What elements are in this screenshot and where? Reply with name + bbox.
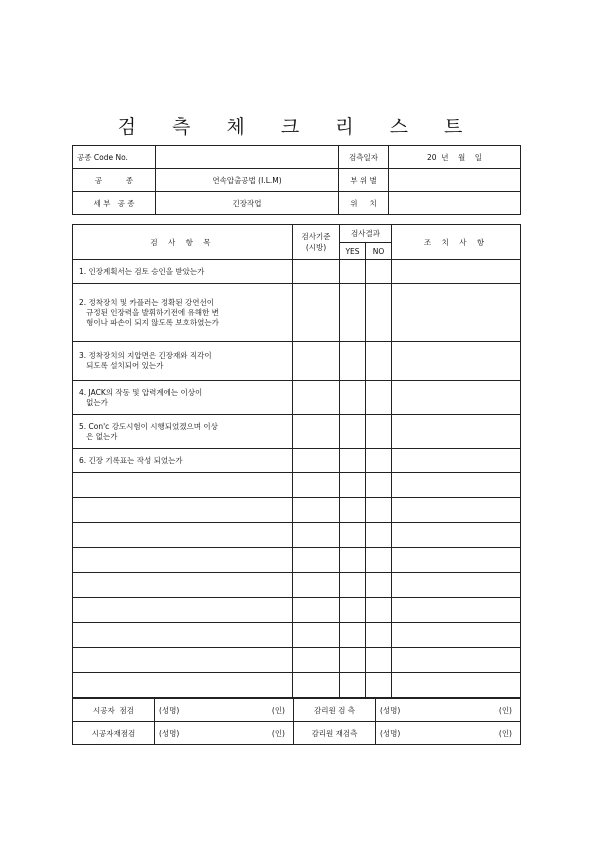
item-text: 4. JACK의 작동 및 압력계에는 이상이 없는가 bbox=[73, 381, 293, 415]
action-cell[interactable] bbox=[392, 260, 521, 284]
criteria-cell[interactable] bbox=[293, 623, 340, 648]
criteria-cell[interactable] bbox=[293, 260, 340, 284]
sign-left-name[interactable]: (성명) bbox=[155, 722, 225, 745]
action-cell[interactable] bbox=[392, 415, 521, 449]
no-cell[interactable] bbox=[366, 573, 392, 598]
action-cell[interactable] bbox=[392, 284, 521, 342]
header-item: 검 사 항 목 bbox=[73, 225, 293, 260]
action-cell[interactable] bbox=[392, 381, 521, 415]
header-no: NO bbox=[366, 243, 392, 260]
table-row bbox=[73, 648, 521, 673]
item-text bbox=[73, 523, 293, 548]
no-cell[interactable] bbox=[366, 523, 392, 548]
yes-cell[interactable] bbox=[340, 598, 366, 623]
criteria-cell[interactable] bbox=[293, 498, 340, 523]
action-cell[interactable] bbox=[392, 449, 521, 473]
action-cell[interactable] bbox=[392, 673, 521, 698]
no-cell[interactable] bbox=[366, 449, 392, 473]
no-cell[interactable] bbox=[366, 648, 392, 673]
info-table bbox=[72, 145, 521, 215]
no-cell[interactable] bbox=[366, 381, 392, 415]
criteria-cell[interactable] bbox=[293, 449, 340, 473]
sign-left-label: 시공자 점검 bbox=[73, 699, 155, 722]
no-cell[interactable] bbox=[366, 415, 392, 449]
item-text bbox=[73, 598, 293, 623]
item-text: 6. 긴장 기록표는 작성 되었는가 bbox=[73, 449, 293, 473]
action-cell[interactable] bbox=[392, 573, 521, 598]
sign-right-name[interactable]: (성명) bbox=[376, 722, 446, 745]
table-row bbox=[73, 381, 521, 415]
date-label: 검측일자 bbox=[339, 146, 389, 169]
item-text bbox=[73, 548, 293, 573]
table-row bbox=[73, 623, 521, 648]
table-row bbox=[73, 284, 521, 342]
no-cell[interactable] bbox=[366, 598, 392, 623]
yes-cell[interactable] bbox=[340, 498, 366, 523]
criteria-cell[interactable] bbox=[293, 648, 340, 673]
sign-right-seal[interactable]: (인) bbox=[446, 722, 521, 745]
sign-left-label: 시공자재점검 bbox=[73, 722, 155, 745]
sign-left-name[interactable]: (성명) bbox=[155, 699, 225, 722]
detail-value[interactable]: 긴장작업 bbox=[156, 192, 339, 215]
no-cell[interactable] bbox=[366, 623, 392, 648]
table-row bbox=[73, 548, 521, 573]
yes-cell[interactable] bbox=[340, 260, 366, 284]
no-cell[interactable] bbox=[366, 342, 392, 381]
yes-cell[interactable] bbox=[340, 573, 366, 598]
action-cell[interactable] bbox=[392, 342, 521, 381]
table-row bbox=[73, 260, 521, 284]
criteria-cell[interactable] bbox=[293, 415, 340, 449]
no-cell[interactable] bbox=[366, 548, 392, 573]
item-text bbox=[73, 673, 293, 698]
item-text: 1. 인장계획서는 검토 승인을 받았는가 bbox=[73, 260, 293, 284]
table-row bbox=[73, 342, 521, 381]
code-value[interactable] bbox=[156, 146, 339, 169]
action-cell[interactable] bbox=[392, 598, 521, 623]
signature-table bbox=[72, 698, 521, 745]
table-row bbox=[73, 449, 521, 473]
checklist-table bbox=[72, 224, 521, 698]
yes-cell[interactable] bbox=[340, 473, 366, 498]
yes-cell[interactable] bbox=[340, 623, 366, 648]
item-text bbox=[73, 473, 293, 498]
action-cell[interactable] bbox=[392, 623, 521, 648]
action-cell[interactable] bbox=[392, 473, 521, 498]
sign-left-seal[interactable]: (인) bbox=[225, 699, 294, 722]
sign-right-label: 감리원 검 측 bbox=[294, 699, 376, 722]
yes-cell[interactable] bbox=[340, 673, 366, 698]
header-action: 조 치 사 항 bbox=[392, 225, 521, 260]
yes-cell[interactable] bbox=[340, 449, 366, 473]
header-yes: YES bbox=[340, 243, 366, 260]
yes-cell[interactable] bbox=[340, 284, 366, 342]
item-text: 3. 정착장치의 지압면은 긴장재와 직각이 되도록 설치되어 있는가 bbox=[73, 342, 293, 381]
criteria-cell[interactable] bbox=[293, 284, 340, 342]
work-value[interactable]: 연속압출공법 (I.L.M) bbox=[156, 169, 339, 192]
sign-right-label: 감리원 재검측 bbox=[294, 722, 376, 745]
item-text: 2. 정착장치 및 카플러는 정확된 강연선이 규정된 인장력을 발휘하기전에 유해한 변 형이나 파손이 되지 않도록 보호하였는가 bbox=[73, 284, 293, 342]
table-row bbox=[73, 415, 521, 449]
yes-cell[interactable] bbox=[340, 648, 366, 673]
work-label: 공 종 bbox=[73, 169, 156, 192]
criteria-cell[interactable] bbox=[293, 381, 340, 415]
header-criteria: 검사기준 (시방) bbox=[293, 225, 340, 260]
action-cell[interactable] bbox=[392, 648, 521, 673]
criteria-cell[interactable] bbox=[293, 573, 340, 598]
sign-left-seal[interactable]: (인) bbox=[225, 722, 294, 745]
sign-right-name[interactable]: (성명) bbox=[376, 699, 446, 722]
code-label: 공종 Code No. bbox=[73, 146, 156, 169]
criteria-cell[interactable] bbox=[293, 673, 340, 698]
table-row bbox=[73, 523, 521, 548]
table-row bbox=[73, 498, 521, 523]
no-cell[interactable] bbox=[366, 473, 392, 498]
detail-label: 세 부 공 종 bbox=[73, 192, 156, 215]
action-cell[interactable] bbox=[392, 548, 521, 573]
criteria-cell[interactable] bbox=[293, 523, 340, 548]
signature-row bbox=[73, 722, 521, 745]
table-row bbox=[73, 473, 521, 498]
no-cell[interactable] bbox=[366, 498, 392, 523]
yes-cell[interactable] bbox=[340, 342, 366, 381]
criteria-cell[interactable] bbox=[293, 548, 340, 573]
yes-cell[interactable] bbox=[340, 523, 366, 548]
action-cell[interactable] bbox=[392, 498, 521, 523]
date-value[interactable]: 20 년 월 일 bbox=[389, 146, 521, 169]
no-cell[interactable] bbox=[366, 673, 392, 698]
part-label: 부 위 별 bbox=[339, 169, 389, 192]
yes-cell[interactable] bbox=[340, 381, 366, 415]
criteria-cell[interactable] bbox=[293, 342, 340, 381]
sign-right-seal[interactable]: (인) bbox=[446, 699, 521, 722]
no-cell[interactable] bbox=[366, 260, 392, 284]
criteria-cell[interactable] bbox=[293, 598, 340, 623]
yes-cell[interactable] bbox=[340, 415, 366, 449]
item-text bbox=[73, 623, 293, 648]
no-cell[interactable] bbox=[366, 284, 392, 342]
item-text bbox=[73, 498, 293, 523]
table-row bbox=[73, 598, 521, 623]
item-text bbox=[73, 648, 293, 673]
yes-cell[interactable] bbox=[340, 548, 366, 573]
table-row bbox=[73, 573, 521, 598]
criteria-cell[interactable] bbox=[293, 473, 340, 498]
item-text: 5. Con'c 강도시험이 시행되었겠으며 이상 은 없는가 bbox=[73, 415, 293, 449]
table-row bbox=[73, 673, 521, 698]
location-value[interactable] bbox=[389, 192, 521, 215]
location-label: 위 치 bbox=[339, 192, 389, 215]
part-value[interactable] bbox=[389, 169, 521, 192]
header-result: 검사결과 bbox=[340, 225, 392, 243]
action-cell[interactable] bbox=[392, 523, 521, 548]
signature-row bbox=[73, 699, 521, 722]
document-title: 검 측 체 크 리 스 트 bbox=[117, 116, 478, 138]
item-text bbox=[73, 573, 293, 598]
